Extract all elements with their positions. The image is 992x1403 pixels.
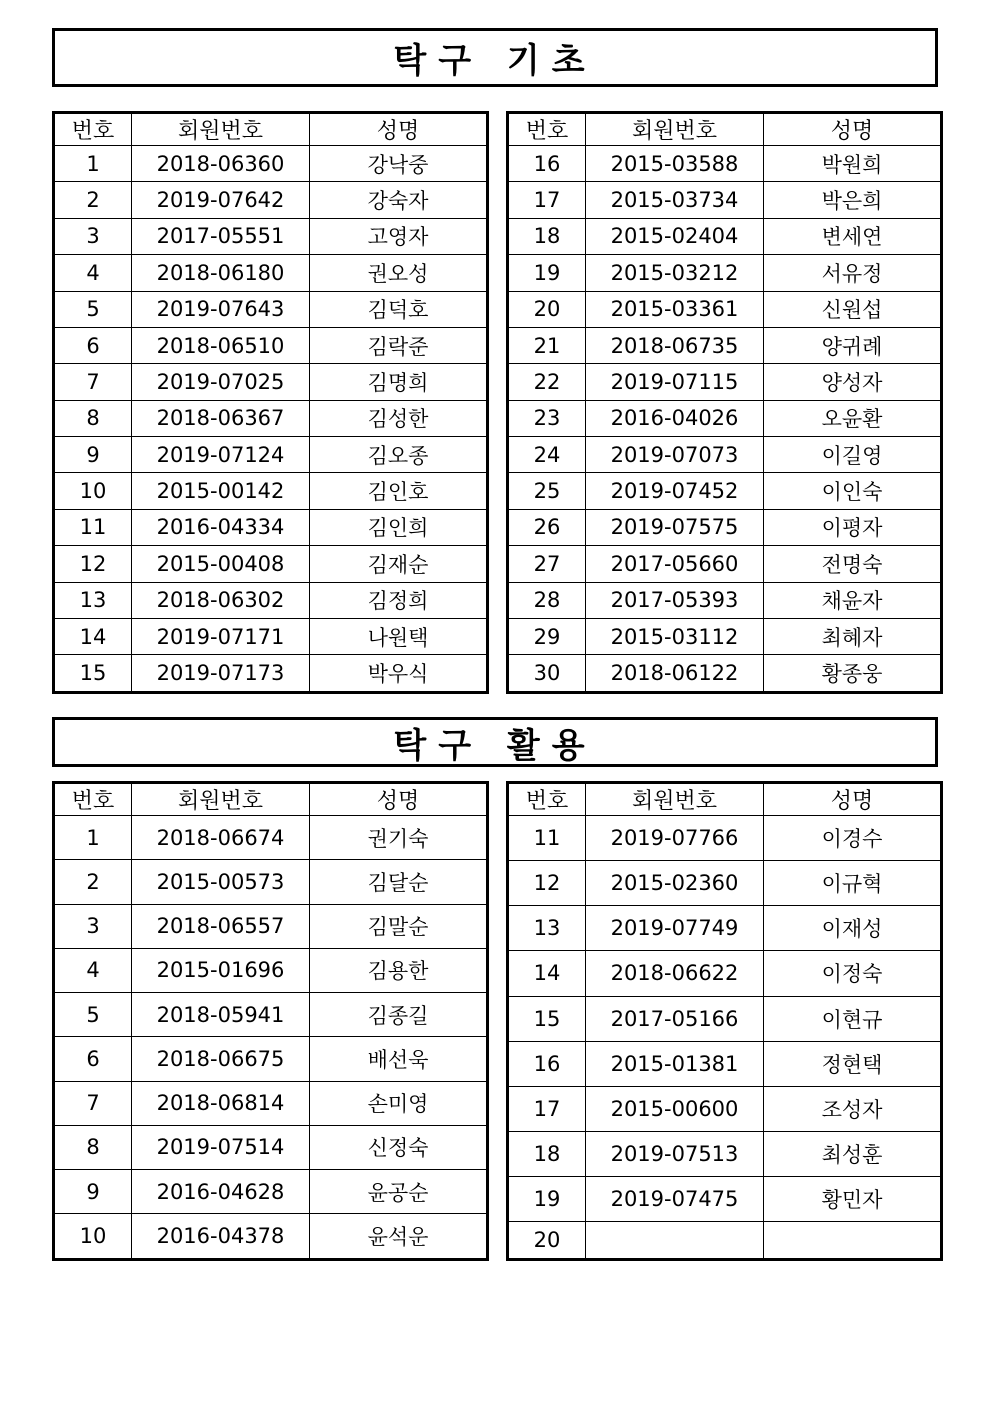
cell-member-id: 2015-03588 — [586, 146, 764, 182]
table-row — [508, 861, 942, 906]
cell-name: 김오종 — [310, 437, 488, 473]
cell-name: 이재성 — [764, 906, 942, 951]
section-title-text: 탁구 활용 — [393, 725, 597, 766]
cell-number: 19 — [508, 255, 586, 291]
cell-member-id: 2016-04378 — [132, 1214, 310, 1260]
cell-member-id: 2018-06735 — [586, 327, 764, 363]
cell-name — [764, 1222, 942, 1260]
cell-member-id: 2018-06360 — [132, 146, 310, 182]
cell-member-id: 2015-00573 — [132, 860, 310, 904]
cell-name: 김재순 — [310, 546, 488, 582]
cell-member-id: 2019-07749 — [586, 906, 764, 951]
cell-name: 김용한 — [310, 948, 488, 992]
cell-name: 권오성 — [310, 255, 488, 291]
cell-name: 신정숙 — [310, 1125, 488, 1169]
header-name: 성명 — [310, 113, 488, 146]
cell-number: 20 — [508, 1222, 586, 1260]
cell-member-id: 2015-03212 — [586, 255, 764, 291]
cell-number: 8 — [54, 400, 132, 436]
member-table-basic-left — [52, 111, 489, 694]
cell-member-id: 2017-05551 — [132, 218, 310, 254]
cell-name: 전명숙 — [764, 546, 942, 582]
cell-member-id: 2019-07575 — [586, 509, 764, 545]
cell-name: 손미영 — [310, 1081, 488, 1125]
table-row — [508, 473, 942, 509]
cell-member-id: 2018-05941 — [132, 993, 310, 1037]
cell-number: 15 — [508, 996, 586, 1041]
cell-number: 15 — [54, 655, 132, 693]
cell-member-id: 2017-05660 — [586, 546, 764, 582]
cell-name: 나원택 — [310, 618, 488, 654]
cell-number: 25 — [508, 473, 586, 509]
table-row — [508, 1131, 942, 1176]
cell-name: 김정희 — [310, 582, 488, 618]
cell-number: 24 — [508, 437, 586, 473]
cell-member-id: 2018-06302 — [132, 582, 310, 618]
cell-number: 2 — [54, 860, 132, 904]
cell-number: 27 — [508, 546, 586, 582]
table-row — [508, 509, 942, 545]
table-row — [54, 1081, 488, 1125]
cell-number: 18 — [508, 1131, 586, 1176]
cell-number: 22 — [508, 364, 586, 400]
cell-member-id: 2019-07073 — [586, 437, 764, 473]
table-row — [508, 996, 942, 1041]
cell-number: 1 — [54, 816, 132, 860]
member-table-basic-right — [506, 111, 943, 694]
cell-name: 김인호 — [310, 473, 488, 509]
cell-member-id: 2019-07766 — [586, 816, 764, 861]
cell-member-id: 2015-03361 — [586, 291, 764, 327]
cell-number: 16 — [508, 146, 586, 182]
table-row — [508, 255, 942, 291]
cell-number: 26 — [508, 509, 586, 545]
cell-name: 배선욱 — [310, 1037, 488, 1081]
table-row — [54, 327, 488, 363]
section-title-basic — [52, 28, 938, 87]
table-row — [508, 437, 942, 473]
table-row — [54, 509, 488, 545]
cell-name: 이정숙 — [764, 951, 942, 996]
cell-member-id: 2015-03112 — [586, 618, 764, 654]
cell-member-id: 2019-07124 — [132, 437, 310, 473]
cell-number: 5 — [54, 993, 132, 1037]
cell-name: 김명희 — [310, 364, 488, 400]
cell-number: 16 — [508, 1041, 586, 1086]
cell-name: 오윤환 — [764, 400, 942, 436]
section-title-text: 탁구 기초 — [393, 41, 597, 81]
cell-number: 13 — [54, 582, 132, 618]
cell-member-id: 2017-05166 — [586, 996, 764, 1041]
cell-member-id: 2019-07173 — [132, 655, 310, 693]
header-name: 성명 — [310, 783, 488, 816]
cell-number: 3 — [54, 218, 132, 254]
table-row — [54, 218, 488, 254]
table-row — [54, 546, 488, 582]
table-row — [54, 816, 488, 860]
cell-name: 박원희 — [764, 146, 942, 182]
cell-member-id: 2018-06122 — [586, 655, 764, 693]
cell-name: 최혜자 — [764, 618, 942, 654]
table-row — [508, 546, 942, 582]
cell-member-id: 2015-03734 — [586, 182, 764, 218]
cell-name: 신원섭 — [764, 291, 942, 327]
header-number: 번호 — [508, 113, 586, 146]
cell-number: 6 — [54, 1037, 132, 1081]
table-row — [508, 1222, 942, 1260]
cell-number: 23 — [508, 400, 586, 436]
table-row — [54, 618, 488, 654]
header-number: 번호 — [54, 783, 132, 816]
cell-number: 17 — [508, 182, 586, 218]
cell-number: 7 — [54, 364, 132, 400]
cell-number: 5 — [54, 291, 132, 327]
table-row — [54, 146, 488, 182]
cell-number: 7 — [54, 1081, 132, 1125]
cell-name: 채윤자 — [764, 582, 942, 618]
table-row — [508, 1177, 942, 1222]
table-row — [54, 437, 488, 473]
cell-member-id: 2018-06674 — [132, 816, 310, 860]
cell-number: 28 — [508, 582, 586, 618]
header-member-id: 회원번호 — [132, 783, 310, 816]
cell-name: 강낙중 — [310, 146, 488, 182]
cell-name: 박은희 — [764, 182, 942, 218]
cell-number: 14 — [54, 618, 132, 654]
header-number: 번호 — [54, 113, 132, 146]
cell-number: 21 — [508, 327, 586, 363]
cell-name: 이규혁 — [764, 861, 942, 906]
table-row — [508, 1041, 942, 1086]
cell-name: 김종길 — [310, 993, 488, 1037]
header-name: 성명 — [764, 113, 942, 146]
cell-number: 9 — [54, 1170, 132, 1214]
cell-name: 최성훈 — [764, 1131, 942, 1176]
cell-number: 12 — [508, 861, 586, 906]
cell-number: 11 — [54, 509, 132, 545]
cell-number: 12 — [54, 546, 132, 582]
cell-member-id: 2015-01696 — [132, 948, 310, 992]
table-row — [54, 291, 488, 327]
cell-number: 20 — [508, 291, 586, 327]
cell-name: 김성한 — [310, 400, 488, 436]
member-table-applied-right — [506, 781, 943, 1261]
table-row — [508, 364, 942, 400]
cell-member-id: 2016-04628 — [132, 1170, 310, 1214]
cell-member-id: 2019-07642 — [132, 182, 310, 218]
cell-name: 고영자 — [310, 218, 488, 254]
cell-member-id: 2018-06367 — [132, 400, 310, 436]
table-row — [508, 951, 942, 996]
table-row — [54, 1170, 488, 1214]
cell-name: 김락준 — [310, 327, 488, 363]
cell-member-id: 2018-06557 — [132, 904, 310, 948]
cell-name: 서유정 — [764, 255, 942, 291]
cell-number: 17 — [508, 1086, 586, 1131]
table-row — [54, 182, 488, 218]
cell-name: 박우식 — [310, 655, 488, 693]
table-row — [508, 582, 942, 618]
table-row — [508, 400, 942, 436]
table-row — [54, 582, 488, 618]
cell-member-id: 2019-07514 — [132, 1125, 310, 1169]
cell-name: 김달순 — [310, 860, 488, 904]
cell-member-id: 2019-07452 — [586, 473, 764, 509]
cell-member-id: 2019-07115 — [586, 364, 764, 400]
cell-name: 이현규 — [764, 996, 942, 1041]
cell-number: 14 — [508, 951, 586, 996]
cell-member-id: 2017-05393 — [586, 582, 764, 618]
cell-member-id: 2019-07171 — [132, 618, 310, 654]
table-row — [508, 291, 942, 327]
cell-name: 조성자 — [764, 1086, 942, 1131]
table-row — [508, 327, 942, 363]
cell-name: 양귀례 — [764, 327, 942, 363]
header-name: 성명 — [764, 783, 942, 816]
cell-member-id: 2015-00408 — [132, 546, 310, 582]
table-row — [54, 860, 488, 904]
cell-name: 정현택 — [764, 1041, 942, 1086]
member-table-applied-left — [52, 781, 489, 1261]
cell-member-id: 2018-06180 — [132, 255, 310, 291]
table-row — [508, 218, 942, 254]
cell-number: 3 — [54, 904, 132, 948]
table-row — [508, 816, 942, 861]
cell-member-id — [586, 1222, 764, 1260]
cell-member-id: 2019-07513 — [586, 1131, 764, 1176]
table-row — [508, 182, 942, 218]
cell-name: 황종웅 — [764, 655, 942, 693]
cell-name: 윤석운 — [310, 1214, 488, 1260]
cell-number: 10 — [54, 1214, 132, 1260]
table-row — [54, 993, 488, 1037]
cell-number: 9 — [54, 437, 132, 473]
table-row — [508, 618, 942, 654]
cell-member-id: 2016-04026 — [586, 400, 764, 436]
cell-number: 1 — [54, 146, 132, 182]
table-row — [54, 1214, 488, 1260]
cell-name: 이경수 — [764, 816, 942, 861]
cell-member-id: 2018-06814 — [132, 1081, 310, 1125]
table-row — [54, 948, 488, 992]
cell-number: 11 — [508, 816, 586, 861]
table-row — [54, 904, 488, 948]
cell-number: 4 — [54, 948, 132, 992]
cell-member-id: 2018-06622 — [586, 951, 764, 996]
cell-member-id: 2016-04334 — [132, 509, 310, 545]
cell-number: 10 — [54, 473, 132, 509]
table-row — [54, 655, 488, 693]
table-row — [508, 146, 942, 182]
cell-member-id: 2019-07475 — [586, 1177, 764, 1222]
cell-number: 2 — [54, 182, 132, 218]
table-row — [508, 906, 942, 951]
cell-name: 이평자 — [764, 509, 942, 545]
table-row — [54, 1125, 488, 1169]
table-row — [508, 655, 942, 693]
cell-name: 이길영 — [764, 437, 942, 473]
table-row — [54, 1037, 488, 1081]
cell-member-id: 2015-02360 — [586, 861, 764, 906]
cell-number: 30 — [508, 655, 586, 693]
table-row — [508, 1086, 942, 1131]
cell-name: 변세연 — [764, 218, 942, 254]
cell-name: 김말순 — [310, 904, 488, 948]
cell-number: 6 — [54, 327, 132, 363]
cell-number: 13 — [508, 906, 586, 951]
cell-name: 김덕호 — [310, 291, 488, 327]
header-member-id: 회원번호 — [586, 113, 764, 146]
cell-number: 29 — [508, 618, 586, 654]
table-row — [54, 473, 488, 509]
header-member-id: 회원번호 — [586, 783, 764, 816]
cell-name: 강숙자 — [310, 182, 488, 218]
cell-name: 김인희 — [310, 509, 488, 545]
cell-member-id: 2018-06510 — [132, 327, 310, 363]
section-title-applied — [52, 717, 938, 767]
cell-member-id: 2018-06675 — [132, 1037, 310, 1081]
table-row — [54, 364, 488, 400]
cell-member-id: 2015-00600 — [586, 1086, 764, 1131]
cell-name: 양성자 — [764, 364, 942, 400]
cell-number: 19 — [508, 1177, 586, 1222]
table-row — [54, 255, 488, 291]
cell-name: 권기숙 — [310, 816, 488, 860]
cell-name: 윤공순 — [310, 1170, 488, 1214]
cell-number: 8 — [54, 1125, 132, 1169]
table-row — [54, 400, 488, 436]
cell-member-id: 2019-07025 — [132, 364, 310, 400]
cell-number: 4 — [54, 255, 132, 291]
cell-member-id: 2019-07643 — [132, 291, 310, 327]
header-number: 번호 — [508, 783, 586, 816]
cell-member-id: 2015-02404 — [586, 218, 764, 254]
header-member-id: 회원번호 — [132, 113, 310, 146]
cell-name: 이인숙 — [764, 473, 942, 509]
cell-member-id: 2015-01381 — [586, 1041, 764, 1086]
cell-member-id: 2015-00142 — [132, 473, 310, 509]
cell-number: 18 — [508, 218, 586, 254]
cell-name: 황민자 — [764, 1177, 942, 1222]
